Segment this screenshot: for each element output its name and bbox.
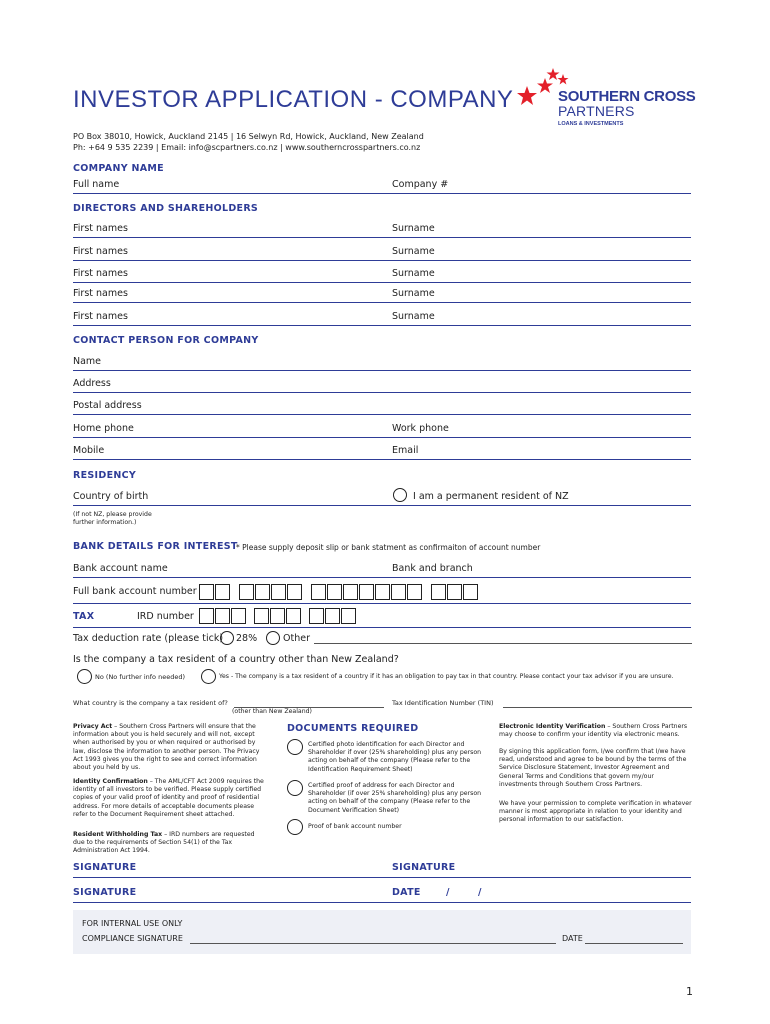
bank-account-digit-box[interactable]: [359, 584, 374, 600]
home-phone-label: Home phone: [73, 423, 134, 434]
address-label: Address: [73, 378, 111, 389]
name-field[interactable]: [73, 370, 691, 371]
director-surname-label: Surname: [392, 246, 435, 257]
contact-line: Ph: +64 9 535 2239 | Email: info@scpartners.co.nz | www.southerncrosspartners.co.nz: [73, 143, 421, 152]
bank-account-group: [431, 584, 479, 600]
director-surname-label: Surname: [392, 311, 435, 322]
phone-field[interactable]: [73, 437, 691, 438]
date-slash-1: /: [446, 887, 450, 898]
ird-group: [254, 608, 302, 624]
bank-account-name-label: Bank account name: [73, 563, 168, 574]
name-label: Name: [73, 356, 102, 367]
ird-digit-box[interactable]: [199, 608, 214, 624]
other-rate-field[interactable]: [314, 643, 692, 644]
director-first-names-label: First names: [73, 288, 128, 299]
doc-bank-proof-checkbox[interactable]: [287, 819, 303, 835]
documents-heading: DOCUMENTS REQUIRED: [287, 723, 419, 734]
logo-line1: SOUTHERN CROSS: [558, 88, 696, 105]
ird-digit-box[interactable]: [254, 608, 269, 624]
internal-use-heading: FOR INTERNAL USE ONLY: [82, 919, 183, 928]
bank-account-digit-box[interactable]: [199, 584, 214, 600]
signature-2-label: SIGNATURE: [392, 862, 456, 873]
address-field[interactable]: [73, 392, 691, 393]
postal-field[interactable]: [73, 414, 691, 415]
logo-line3: LOANS & INVESTMENTS: [558, 121, 624, 127]
privacy-act-heading: Privacy Act: [73, 723, 113, 730]
full-name-label: Full name: [73, 179, 120, 190]
bank-account-digit-box[interactable]: [375, 584, 390, 600]
tax-heading: TAX: [73, 611, 95, 622]
mobile-label: Mobile: [73, 445, 105, 456]
withholding-tax-text: [73, 831, 265, 856]
country-of-birth-label: Country of birth: [73, 491, 149, 502]
company-name-field[interactable]: [73, 193, 691, 194]
signature-3-label: SIGNATURE: [73, 887, 137, 898]
ird-digit-box[interactable]: [286, 608, 301, 624]
bank-name-field[interactable]: [73, 577, 691, 578]
doc-photo-id-checkbox[interactable]: [287, 739, 303, 755]
identity-confirmation-text: [73, 778, 265, 819]
permanent-resident-label: I am a permanent resident of NZ: [413, 491, 569, 502]
permanent-resident-radio[interactable]: [393, 488, 407, 502]
privacy-act-text: [73, 723, 265, 772]
bank-account-digit-box[interactable]: [255, 584, 270, 600]
signature-1-label: SIGNATURE: [73, 862, 137, 873]
bank-note: * Please supply deposit slip or bank statment as confirmaiton of account number: [236, 543, 541, 552]
verification-heading: Electronic Identity Verification: [499, 723, 606, 730]
ird-digit-box[interactable]: [215, 608, 230, 624]
director-row-field[interactable]: [73, 302, 691, 303]
director-row-field[interactable]: [73, 325, 691, 326]
ird-group: [199, 608, 247, 624]
verification-body-2: By signing this application form, I/we confirm that I/we have read, understood and agree to be bound by the terms of the Service Disclosure Statement, Investor Agreement and General Terms and Conditions that govern my/our investments through Southern Cross Partners.: [499, 748, 687, 788]
date-slash-2: /: [478, 887, 482, 898]
verification-body-3: We have your permission to complete verification in whatever manner is most appropriate in relation to your identity and personal information to our satisfaction.: [499, 800, 692, 824]
mobile-email-field[interactable]: [73, 459, 691, 460]
verification-body-1: – Southern Cross Partners may choose to confirm your identity via electronic means.: [499, 723, 688, 739]
rate-other-label: Other: [283, 633, 310, 644]
tax-resident-no-radio[interactable]: [77, 669, 92, 684]
privacy-act-body: – Southern Cross Partners will ensure that the information about you is held securely and will not, except when authorised by you or when required or authorised by law, disclose the information to another person. The Privacy Act 1993 gives you the right to see and correct information about you held by us.: [73, 723, 260, 772]
bank-account-digit-box[interactable]: [239, 584, 254, 600]
compliance-signature-field[interactable]: [190, 943, 556, 944]
bank-account-digit-box[interactable]: [431, 584, 446, 600]
page-number: 1: [686, 985, 693, 998]
bank-account-digit-box[interactable]: [447, 584, 462, 600]
directors-heading: DIRECTORS AND SHAREHOLDERS: [73, 203, 259, 214]
ird-digit-box[interactable]: [341, 608, 356, 624]
identity-confirmation-heading: Identity Confirmation: [73, 778, 148, 785]
company-logo: [515, 66, 705, 130]
director-first-names-label: First names: [73, 246, 128, 257]
director-first-names-label: First names: [73, 223, 128, 234]
identity-confirmation-body: – The AML/CFT Act 2009 requires the identity of all investors to be verified. Please supply certified copies of your valid proof of identity and proof of residential address. For more details of acceptable documents please refer to the Document Requirement sheet attached.: [73, 778, 264, 818]
director-surname-label: Surname: [392, 268, 435, 279]
company-number-label: Company #: [392, 179, 449, 190]
tax-resident-no-label: No (No further info needed): [95, 673, 185, 681]
bank-account-digit-box[interactable]: [391, 584, 406, 600]
ird-digit-box[interactable]: [309, 608, 324, 624]
doc-proof-address-checkbox[interactable]: [287, 780, 303, 796]
bank-account-group: [239, 584, 303, 600]
date-label: DATE: [392, 887, 421, 898]
director-row-field[interactable]: [73, 260, 691, 261]
signature-line-1[interactable]: [73, 877, 691, 878]
verification-text: [499, 723, 692, 739]
ird-digit-box[interactable]: [325, 608, 340, 624]
bank-account-digit-box[interactable]: [215, 584, 230, 600]
address-line: PO Box 38010, Howick, Auckland 2145 | 16 Selwyn Rd, Howick, Auckland, New Zealand: [73, 132, 424, 141]
doc-bank-proof-text: Proof of bank account number: [308, 823, 402, 830]
bank-account-digit-box[interactable]: [287, 584, 302, 600]
withholding-tax-body: – IRD numbers are requested due to the requirements of Section 54(1) of the Tax Administration Act 1994.: [73, 831, 255, 855]
page-title: INVESTOR APPLICATION - COMPANY: [73, 86, 514, 113]
contact-heading: CONTACT PERSON FOR COMPANY: [73, 335, 259, 346]
rate-other-radio[interactable]: [266, 631, 280, 645]
which-country-label: What country is the company a tax resident of?: [73, 699, 228, 707]
internal-date-label: DATE: [562, 934, 583, 943]
director-row-field[interactable]: [73, 237, 691, 238]
logo-line2: PARTNERS: [558, 103, 635, 119]
rate-28-label: 28%: [236, 633, 258, 644]
bank-account-digit-box[interactable]: [407, 584, 422, 600]
internal-use-box: [73, 910, 691, 954]
director-first-names-label: First names: [73, 268, 128, 279]
bank-account-digit-box[interactable]: [327, 584, 342, 600]
doc-photo-id-text: Certified photo identification for each Director and Shareholder if over (25% shareholding) plus any person acting on behalf of the company (Please refer to the Identification Requirement Sheet): [308, 741, 482, 773]
director-first-names-label: First names: [73, 311, 128, 322]
internal-date-field[interactable]: [585, 943, 683, 944]
tax-resident-question: Is the company a tax resident of a country other than New Zealand?: [73, 654, 399, 665]
company-name-heading: COMPANY NAME: [73, 163, 164, 174]
other-than-nz-label: (other than New Zealand): [232, 708, 312, 715]
compliance-signature-label: COMPLIANCE SIGNATURE: [82, 934, 183, 943]
bank-account-group: [311, 584, 423, 600]
bank-branch-label: Bank and branch: [392, 563, 473, 574]
ird-digit-box[interactable]: [270, 608, 285, 624]
full-account-number-label: Full bank account number: [73, 586, 197, 597]
tax-deduction-label: Tax deduction rate (please tick): [73, 633, 224, 644]
director-surname-label: Surname: [392, 223, 435, 234]
rate-28-radio[interactable]: [220, 631, 234, 645]
bank-account-group: [199, 584, 231, 600]
residency-note-1: (If not NZ, please provide: [73, 511, 152, 518]
bank-number-rule: [73, 603, 691, 604]
withholding-tax-heading: Resident Withholding Tax: [73, 831, 163, 838]
tax-resident-yes-radio[interactable]: [201, 669, 216, 684]
email-label: Email: [392, 445, 419, 456]
bank-heading: BANK DETAILS FOR INTEREST: [73, 541, 238, 552]
ird-rule: [73, 627, 691, 628]
bank-account-digit-box[interactable]: [343, 584, 358, 600]
ird-group: [309, 608, 357, 624]
director-surname-label: Surname: [392, 288, 435, 299]
tin-field[interactable]: [503, 707, 692, 708]
residency-heading: RESIDENCY: [73, 470, 137, 481]
tax-resident-yes-label: Yes - The company is a tax resident of a country if it has an obligation to pay tax in that country. Please contact your tax advisor if you are unsure.: [219, 673, 674, 680]
doc-proof-address-text: Certified proof of address for each Director and Shareholder (if over 25% shareholding) plus any person acting on behalf of the company (Please refer to the Document Verification Sheet): [308, 782, 482, 814]
work-phone-label: Work phone: [392, 423, 449, 434]
postal-label: Postal address: [73, 400, 142, 411]
signature-line-2[interactable]: [73, 902, 691, 903]
residency-note-2: further information.): [73, 519, 137, 526]
director-row-field[interactable]: [73, 282, 691, 283]
ird-digit-box[interactable]: [231, 608, 246, 624]
bank-account-digit-box[interactable]: [311, 584, 326, 600]
tin-label: Tax Identification Number (TIN): [392, 699, 494, 707]
bank-account-digit-box[interactable]: [463, 584, 478, 600]
bank-account-digit-box[interactable]: [271, 584, 286, 600]
country-field[interactable]: [73, 505, 691, 506]
ird-number-label: IRD number: [137, 611, 194, 622]
